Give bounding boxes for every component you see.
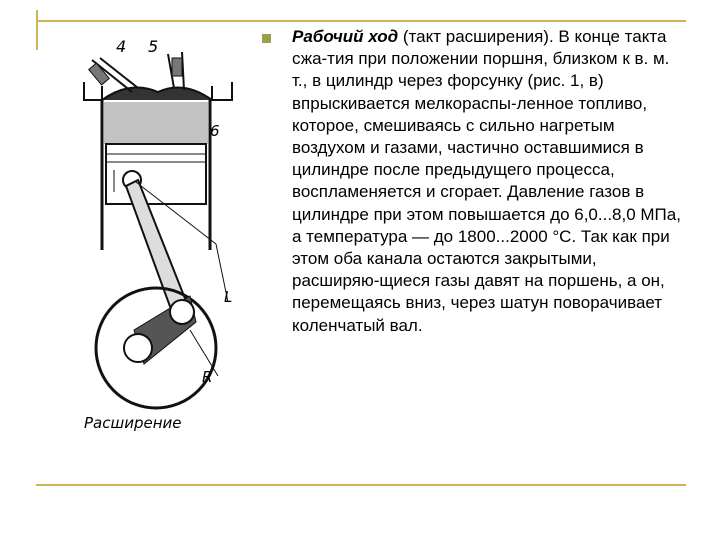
- bottom-divider: [36, 484, 686, 486]
- crankshaft-journal: [124, 334, 152, 362]
- label-6: 6: [210, 122, 220, 140]
- engine-expansion-diagram: [72, 30, 240, 450]
- paragraph-heading: Рабочий ход: [292, 27, 399, 46]
- exhaust-valve-spring: [172, 58, 182, 76]
- paragraph-body: (такт расширения). В конце такта сжа-тия при положении поршня, близком к в. м. т., в цилиндр через форсунку (рис. 1, в) впрыскивается мелкораспы-ленное топливо, которое, смешиваясь с сильно нагретым воздухом и газами, частично оставшимися в цилиндре после предыдущего процесса, воспламеняется и сгорает. Давление газов в цилиндре при этом повышается до 6,0...8,0 МПа, а температура — до 1800...2000 °С. Так как при этом оба канала остаются закрытыми, расширяю-щиеся газы давят на поршень, а он, перемещаясь вниз, через шатун поворачивает коленчатый вал.: [292, 27, 681, 335]
- figure-caption: Расширение: [84, 414, 182, 432]
- crank-pin: [170, 300, 194, 324]
- label-4: 4: [116, 37, 127, 56]
- label-5: 5: [148, 37, 159, 56]
- paragraph: [292, 26, 682, 337]
- label-l: L: [224, 288, 233, 306]
- gas-area: [104, 102, 208, 144]
- text-content: [262, 26, 682, 354]
- label-r: R: [202, 368, 213, 386]
- engine-diagram-svg: [72, 30, 240, 450]
- bullet-square-icon: [262, 34, 271, 43]
- top-divider: [36, 20, 686, 22]
- combustion-chamber: [102, 88, 212, 101]
- intake-valve-spring: [89, 63, 110, 85]
- piston: [106, 144, 206, 204]
- left-divider: [36, 10, 38, 50]
